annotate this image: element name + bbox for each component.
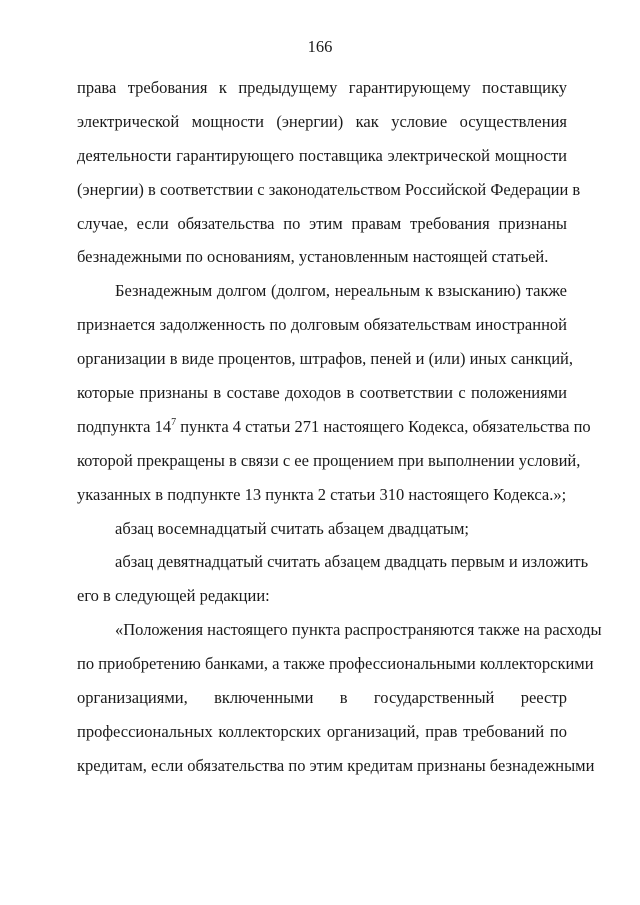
paragraph <box>77 274 591 511</box>
text-line: организации в виде процентов, штрафов, пеней и (или) иных санкций, <box>77 349 574 369</box>
text-line: «Положения настоящего пункта распространяются также на расходы <box>115 620 602 640</box>
text-line: указанных в подпункте 13 пункта 2 статьи 310 настоящего Кодекса.»; <box>77 484 567 504</box>
paragraph <box>77 512 567 546</box>
text-line: электрической мощности (энергии) как условие осуществления <box>77 111 567 131</box>
superscript: 7 <box>171 416 177 428</box>
text-line: Безнадежным долгом (долгом, нереальным к взысканию) также <box>115 281 567 301</box>
document-body <box>77 71 602 783</box>
text-line: абзац девятнадцатый считать абзацем двадцать первым и изложить <box>115 552 589 572</box>
text-line: права требования к предыдущему гарантирующему поставщику <box>77 78 567 97</box>
text-line: профессиональных коллекторских организаций, прав требований по <box>77 721 567 741</box>
text-line: признается задолженность по долговым обязательствам иностранной <box>77 315 567 335</box>
page-number: 166 <box>307 37 333 56</box>
text-fragment: пункта 4 статьи 271 настоящего Кодекса, обязательства по <box>176 416 591 436</box>
text-line: которые признаны в составе доходов в соответствии с положениями <box>77 383 567 403</box>
text-line: деятельности гарантирующего поставщика электрической мощности <box>77 145 567 165</box>
paragraph <box>77 545 589 613</box>
paragraph <box>77 613 602 782</box>
text-line: кредитам, если обязательства по этим кредитам признаны безнадежными <box>77 755 595 775</box>
text-line: безнадежными по основаниям, установленным настоящей статьей. <box>77 247 549 267</box>
text-line: по приобретению банками, а также профессиональными коллекторскими <box>77 654 594 674</box>
text-line: которой прекращены в связи с ее прощением при выполнении условий, <box>77 450 581 470</box>
text-line: абзац восемнадцатый считать абзацем двадцатым; <box>115 518 469 538</box>
text-line: случае, если обязательства по этим правам требования признаны <box>77 213 567 233</box>
text-line: его в следующей редакции: <box>77 586 270 606</box>
text-line-with-superscript <box>77 410 591 444</box>
text-line: (энергии) в соответствии с законодательством Российской Федерации в <box>77 179 581 199</box>
text-fragment: подпункта 14 <box>77 416 172 436</box>
text-line: организациями, включенными в государственный реестр <box>77 688 567 708</box>
paragraph <box>77 71 581 274</box>
